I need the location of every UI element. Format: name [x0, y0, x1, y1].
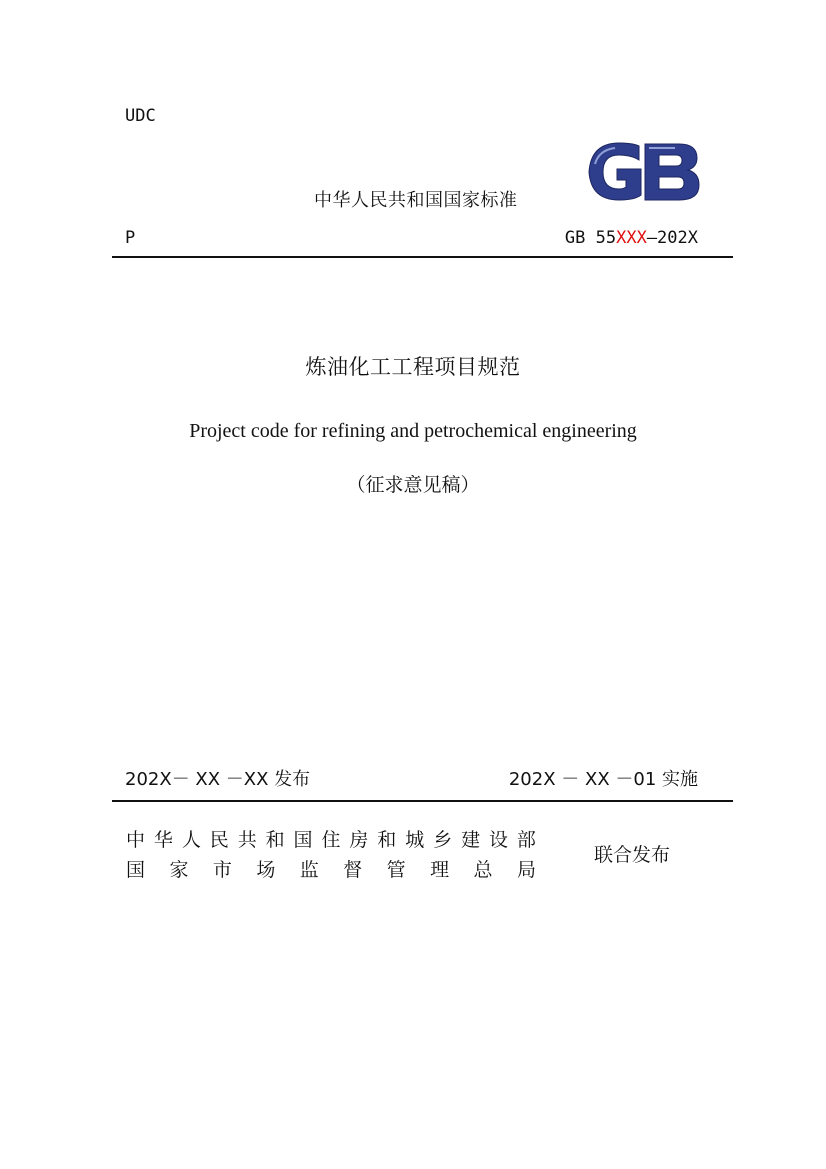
issuer-char: 民 — [209, 829, 229, 851]
category-code: P — [125, 228, 136, 248]
joint-release-label: 联合发布 — [594, 844, 671, 866]
issuer-char: 监 — [299, 859, 319, 881]
issuer-char: 设 — [488, 829, 508, 851]
issuer-char: 市 — [212, 859, 232, 881]
issuer-char: 总 — [473, 859, 493, 881]
issuer-char: 住 — [321, 829, 341, 851]
issuer-char: 和 — [265, 829, 285, 851]
issuer-char: 国 — [293, 829, 313, 851]
standard-number-suffix: —202X — [646, 228, 698, 248]
national-standard-heading: 中华人民共和国国家标准 — [314, 190, 518, 211]
issuer-char: 乡 — [433, 829, 453, 851]
issuer-char: 督 — [343, 859, 363, 881]
issuer-char: 场 — [256, 859, 276, 881]
issuer-char: 理 — [430, 859, 450, 881]
issuer-char: 城 — [405, 829, 425, 851]
issuer-char: 人 — [181, 829, 201, 851]
issuer-char: 家 — [169, 859, 189, 881]
issuer-char: 建 — [461, 829, 481, 851]
gb-logo-icon — [583, 142, 701, 202]
issuer-char: 房 — [349, 829, 369, 851]
top-divider — [112, 256, 733, 258]
issuer-char: 局 — [516, 859, 536, 881]
issuer-char: 和 — [377, 829, 397, 851]
document-title-english: Project code for refining and petrochemical engineering — [189, 420, 637, 442]
document-title-chinese: 炼油化工工程项目规范 — [305, 355, 521, 379]
draft-note: （征求意见稿） — [346, 474, 480, 496]
bottom-divider — [112, 800, 733, 802]
issuer-char: 共 — [237, 829, 257, 851]
issuer-char: 管 — [386, 859, 406, 881]
issuer-char: 国 — [126, 859, 146, 881]
issue-date: 202X－ XX －XX 发布 — [125, 769, 311, 790]
udc-label: UDC — [125, 106, 156, 126]
issuer-char: 华 — [153, 829, 173, 851]
issuer-ministry — [126, 825, 536, 852]
standard-number — [565, 228, 698, 248]
issuer-char: 中 — [126, 829, 146, 851]
effective-date: 202X － XX －01 实施 — [508, 769, 698, 790]
issuer-administration — [126, 855, 536, 882]
issuer-char: 部 — [516, 829, 536, 851]
standard-number-placeholder: XXX — [616, 228, 647, 248]
standard-number-prefix: GB 55 — [564, 228, 617, 248]
